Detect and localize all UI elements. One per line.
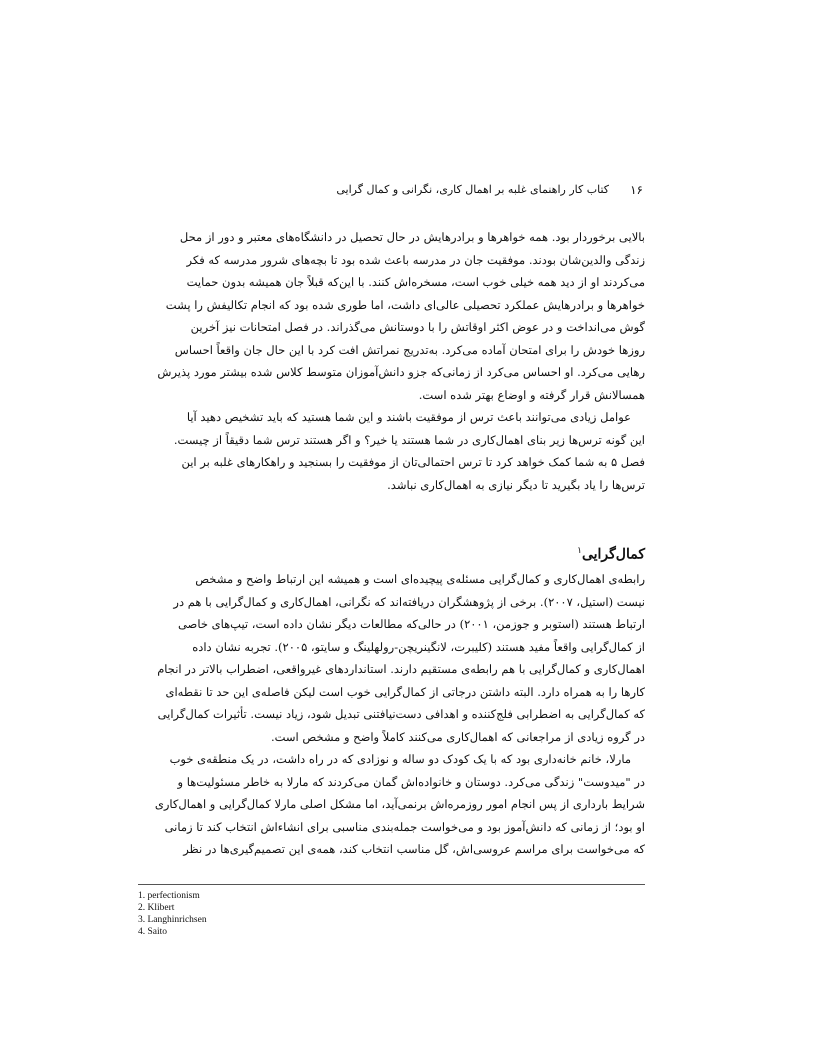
page-number: ۱۶ — [630, 183, 643, 197]
text-line: که می‌خواست برای مراسم عروسی‌اش، گل مناسب انتخاب کند، همه‌ی این تصمیم‌گیری‌ها در نظر — [183, 842, 645, 856]
footnote-separator — [138, 884, 645, 885]
text-line: در گروه زیادی از مراجعانی که اهمال‌کاری می‌کنند کاملاً واضح و مشخص است. — [270, 729, 645, 744]
text-line: نیست (استیل، ۲۰۰۷). برخی از پژوهشگران دریافته‌اند که نگرانی، اهمال‌کاری و کمال‌گرایی با هم در — [173, 594, 645, 609]
text-line: که کمال‌گرایی به اضطرابی فلج‌کننده و اهدافی دست‌نیافتنی تبدیل شود، زیاد نیست. تأثیرات کمال‌گرایی — [157, 707, 645, 721]
text-line: زندگی والدین‌شان بودند. موفقیت جان در مدرسه باعث شده بود تا بچه‌های شرور مدرسه که فکر — [186, 252, 645, 267]
text-line: همسالانش قرار گرفته و اوضاع بهتر شده است. — [418, 387, 645, 402]
footnote: 3. Langhinrichsen — [138, 915, 207, 925]
text-line: رابطه‌ی اهمال‌کاری و کمال‌گرایی مسئله‌ی پیچیده‌ای است و همیشه این ارتباط واضح و مشخص — [195, 572, 645, 586]
text-line: می‌کردند او از دید همه خیلی خوب است، مسخره‌اش کنند. با این‌که قبلاً جان همیشه بدون حمایت — [186, 275, 645, 289]
text-line: این گونه ترس‌ها زیر بنای اهمال‌کاری در شما هستند یا خیر؟ و اگر هستند ترس شما دقیقاً از چیست. — [173, 432, 645, 447]
text-line: عوامل زیادی می‌توانند باعث ترس از موفقیت باشند و این شما هستید که باید تشخیص دهید آیا — [186, 410, 631, 424]
text-line: بالایی برخوردار بود. همه خواهرها و برادرهایش در حال تحصیل در دانشگاه‌های معتبر و دور از محل — [179, 230, 645, 244]
text-line: او بود؛ از زمانی که دانش‌آموز بود و می‌خواست جمله‌بندی مناسبی برای انشاءاش انتخاب کند تا زمانی — [164, 819, 645, 834]
text-line: فصل ۵ به شما کمک خواهد کرد تا ترس احتمالی‌تان از موفقیت را بسنجید و راهکارهای غلبه بر این — [181, 455, 645, 469]
text-line: مارلا، خانم خانه‌داری بود که با یک کودک دو ساله و نوزادی که در راه داشت، در یک منطقه‌ی خوب — [169, 752, 631, 766]
text-line: روزها خودش را برای امتحان آماده می‌کرد. به‌تدریج نمراتش افت کرد با این حال جان واقعاً احساس — [174, 342, 645, 357]
text-line: در "میدوست" زندگی می‌کرد. دوستان و خانواده‌اش گمان می‌کردند که مارلا به خاطر مسئولیت‌ها و — [177, 774, 645, 789]
footnote-marker: ۱ — [577, 546, 582, 556]
paragraph-3 — [138, 568, 645, 748]
text-line: شرایط بارداری از پس انجام امور روزمره‌اش برنمی‌آید، اما مشکل اصلی مارلا کمال‌گرایی و اهمال‌کاری — [154, 797, 645, 811]
section-heading — [138, 538, 645, 568]
paragraph-2 — [138, 406, 645, 496]
paragraph-1 — [138, 226, 645, 406]
section-gap — [138, 496, 645, 538]
section-heading-text: کمال‌گرایی — [581, 546, 645, 563]
paragraph-4 — [138, 748, 645, 861]
text-line: اهمال‌کاری و کمال‌گرایی با هم رابطه‌ی مستقیم دارند. استانداردهای غیرواقعی، اضطراب بالاتر در انجام — [157, 662, 645, 676]
text-line: گوش می‌انداخت و در عوض اکثر اوقاتش را با دوستانش می‌گذراند. در فصل امتحانات نیز آخرین — [190, 320, 645, 334]
running-title: کتاب کار راهنمای غلبه بر اهمال کاری، نگرانی و کمال گرایی — [336, 183, 609, 196]
text-line: رهایی می‌کرد. او احساس می‌کرد از زمانی‌که جزو دانش‌آموزان متوسط کلاس شده بیشتر مورد پذیرش — [157, 365, 645, 379]
running-header — [142, 180, 645, 200]
text-line: ترس‌ها را یاد بگیرید تا دیگر نیازی به اهمال‌کاری نباشد. — [387, 477, 645, 492]
footnotes — [138, 890, 438, 938]
text-line: خواهرها و برادرهایش عملکرد تحصیلی عالی‌ای داشت، اما طوری شده بود که انجام تکالیفش را پشت — [165, 297, 645, 312]
footnote: 4. Saito — [138, 927, 168, 937]
text-line: کارها را به همراه دارد. البته داشتن درجاتی از کمال‌گرایی خوب است لیکن فاصله‌ی این حد تا نقطه‌ای — [165, 684, 645, 699]
text-line: از کمال‌گرایی واقعاً مفید هستند (کلیبرت، لانگینریچن-رولهلینگ و سایتو، ۲۰۰۵). تجربه نشان داده — [192, 639, 645, 654]
footnote: 2. Klibert — [138, 903, 175, 913]
text-line: ارتباط هستند (استوبر و جوزمن، ۲۰۰۱) در حالی‌که مطالعات دیگر نشان داده است، تیپ‌های خاصی — [177, 617, 645, 631]
footnote: 1. perfectionism — [138, 891, 200, 901]
page-body — [138, 226, 645, 861]
